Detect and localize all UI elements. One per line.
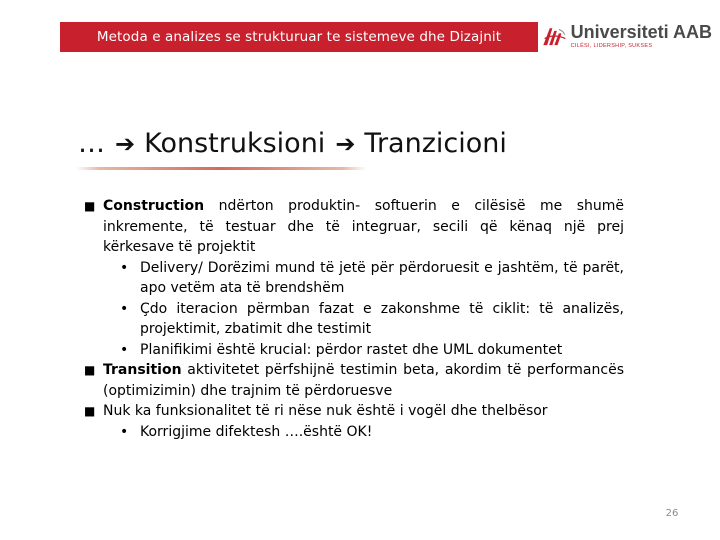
sub-bullet (84, 258, 624, 299)
bullet-text: ndërton produktin- softuerin e cilësisë me shumë inkremente, të testuar dhe të integruar, secili që kënaq një prej kërkesave të projektit (103, 198, 624, 255)
sub-bullet-text: Korrigjime difektesh ….është OK! (140, 423, 373, 440)
university-logo (542, 20, 712, 60)
header-title: Metoda e analizes se strukturuar te sistemeve dhe Dizajnit (96, 29, 502, 45)
bullet-text: aktivitetet përfshijnë testimin beta, akordim të performancës (optimizimin) dhe trajnim të përdoruesve (103, 362, 624, 399)
bullet-construction (84, 196, 624, 258)
right-arrow-icon: ➔ (335, 129, 356, 158)
sub-bullet (84, 340, 624, 361)
title-part2: Tranzicioni (364, 128, 507, 159)
page-number: 26 (665, 508, 679, 519)
right-arrow-icon: ➔ (115, 129, 136, 158)
sub-bullet (84, 299, 624, 340)
dot-bullet-icon: • (120, 300, 129, 317)
square-bullet-icon: ■ (84, 404, 96, 418)
bullet-bold-term: Transition (103, 362, 182, 378)
title-prefix: … (78, 128, 105, 159)
sub-bullet-text: Planifikimi është krucial: përdor rastet dhe UML dokumentet (140, 341, 563, 358)
sub-bullet-text: Çdo iteracion përmban fazat e zakonshme të ciklit: të analizës, projektimit, zbatimit dhe testimit (140, 300, 624, 337)
bullet-text: Nuk ka funksionalitet të ri nëse nuk është i vogël dhe thelbësor (103, 403, 548, 419)
sub-bullet (84, 422, 624, 443)
title-part1: Konstruksioni (144, 128, 326, 159)
slide-title (78, 128, 507, 159)
university-logo-icon (542, 20, 567, 52)
slide-content (84, 196, 624, 442)
bullet-no-new-functionality (84, 401, 624, 422)
square-bullet-icon: ■ (84, 199, 96, 213)
square-bullet-icon: ■ (84, 363, 96, 377)
dot-bullet-icon: • (120, 341, 129, 358)
logo-name: Universiteti AAB (570, 22, 712, 42)
bullet-bold-term: Construction (103, 198, 205, 214)
sub-bullet-text: Delivery/ Dorëzimi mund të jetë për përdoruesit e jashtëm, të parët, apo vetëm ata të brendshëm (140, 259, 624, 296)
header-bar (60, 22, 538, 52)
title-underline (76, 167, 366, 170)
logo-tagline: CILËSI, LIDERSHIP, SUKSES (570, 43, 653, 49)
bullet-transition (84, 360, 624, 401)
dot-bullet-icon: • (120, 423, 129, 440)
dot-bullet-icon: • (120, 259, 129, 276)
